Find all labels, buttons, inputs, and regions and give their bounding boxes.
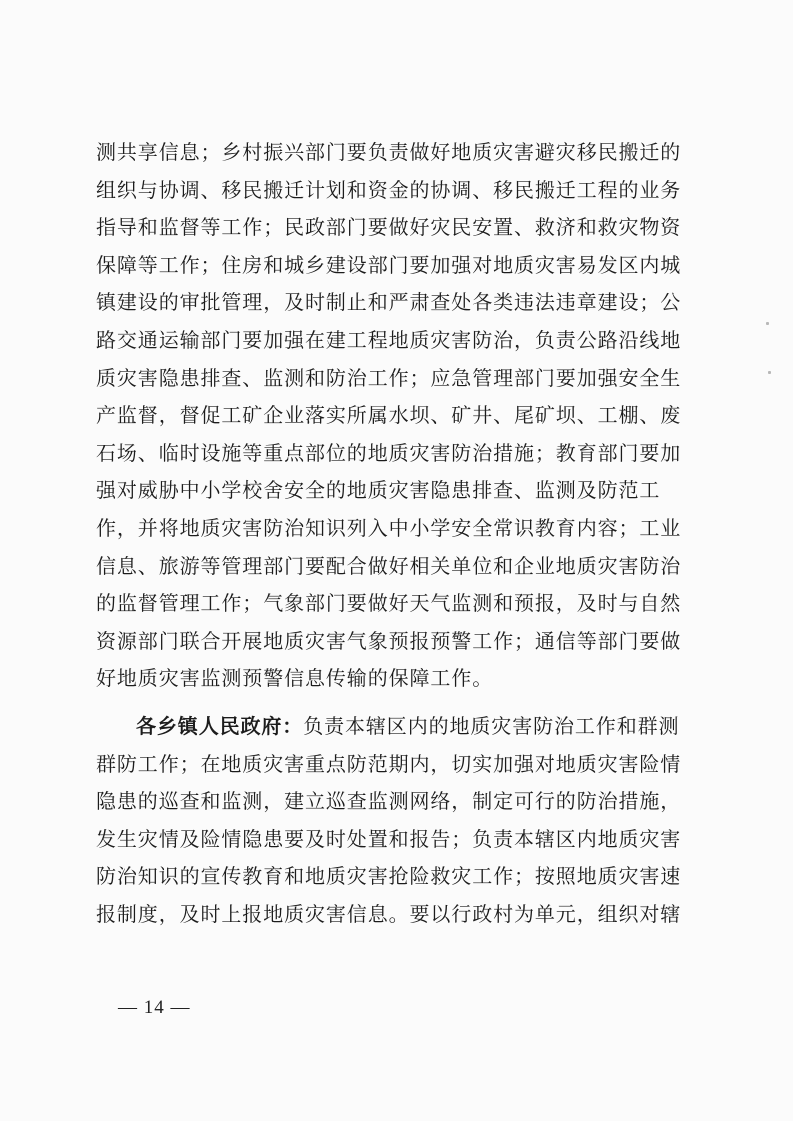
scan-speck: [768, 371, 771, 374]
text-line: 质灾害隐患排查、监测和防治工作；应急管理部门要加强安全生: [96, 365, 682, 390]
text-line: 信息、旅游等管理部门要配合做好相关单位和企业地质灾害防治: [96, 553, 682, 578]
paragraph-heading: 各乡镇人民政府：: [136, 713, 304, 738]
text-line: 隐患的巡查和监测，建立巡查监测网络，制定可行的防治措施，: [96, 789, 682, 814]
text-line: 保障等工作；住房和城乡建设部门要加强对地质灾害易发区内城: [96, 252, 682, 277]
paragraph-gap: [96, 698, 696, 708]
paragraph-township-governments: [96, 708, 696, 934]
text-line: 组织与协调、移民搬迁计划和资金的协调、移民搬迁工程的业务: [96, 177, 682, 202]
text-line: 防治知识的宣传教育和地质灾害抢险救灾工作；按照地质灾害速: [96, 864, 682, 889]
text-line: 作，并将地质灾害防治知识列入中小学安全常识教育内容；工业: [96, 515, 682, 540]
text-line: 的监督管理工作；气象部门要做好天气监测和预报，及时与自然: [96, 591, 682, 616]
page-number: — 14 —: [118, 997, 191, 1018]
text-line: [96, 708, 696, 746]
scan-speck: [766, 322, 769, 325]
text-line: 强对威胁中小学校舍安全的地质灾害隐患排查、监测及防范工: [96, 478, 661, 503]
text-line: 指导和监督等工作；民政部门要做好灾民安置、救济和救灾物资: [96, 215, 682, 240]
document-body: [96, 134, 696, 933]
text-line: 测共享信息；乡村振兴部门要负责做好地质灾害避灾移民搬迁的: [96, 140, 682, 164]
text-line: 发生灾情及险情隐患要及时处置和报告；负责本辖区内地质灾害: [96, 826, 682, 851]
text-line: 报制度，及时上报地质灾害信息。要以行政村为单元，组织对辖: [96, 901, 682, 926]
text-line: 镇建设的审批管理，及时制止和严肃查处各类违法违章建设；公: [96, 290, 682, 315]
paragraph-continued: [96, 134, 696, 698]
text-line: 好地质灾害监测预警信息传输的保障工作。: [96, 666, 494, 691]
text-line: 群防工作；在地质灾害重点防范期内，切实加强对地质灾害险情: [96, 751, 682, 776]
text-run: 负责本辖区内的地质灾害防治工作和群测: [303, 713, 680, 738]
text-line: 资源部门联合开展地质灾害气象预报预警工作；通信等部门要做: [96, 628, 682, 653]
text-line: 产监督，督促工矿企业落实所属水坝、矿井、尾矿坝、工棚、废: [96, 403, 682, 428]
text-line: 石场、临时设施等重点部位的地质灾害防治措施；教育部门要加: [96, 440, 682, 465]
text-line: 路交通运输部门要加强在建工程地质灾害防治，负责公路沿线地: [96, 327, 682, 352]
